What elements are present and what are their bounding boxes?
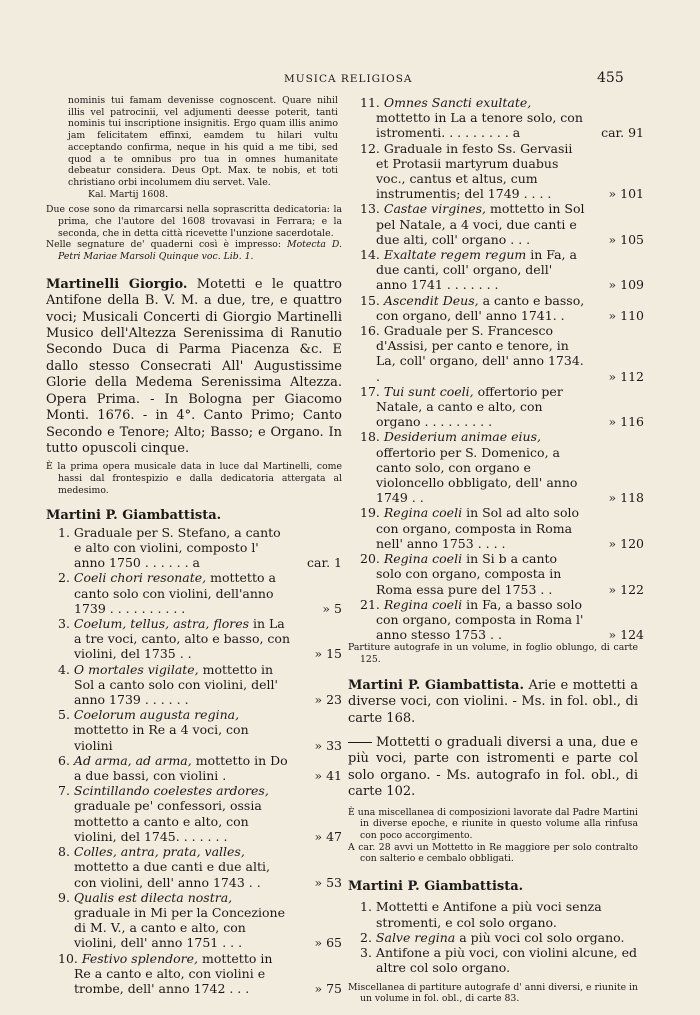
note-final: Miscellanea di partiture autografe d' anni diversi, e riunite in un volume in fol. obl., di carte 83. — [348, 981, 638, 1005]
right-column — [348, 95, 644, 1005]
list-item: 17. Tui sunt coeli, offertorio per Natale, a canto e alto, con organo . . . . . . . . . » 116 — [360, 383, 644, 430]
entry-mottetti — [348, 735, 638, 801]
list-item: 19. Regina coeli in Sol ad alto solo con organo, composta in Roma nell' anno 1753 . . . . » 120 — [360, 505, 644, 551]
note-dedication: Due cose sono da rimarcarsi nella soprascritta dedicatoria: la prima, che l'autore del 1608 trovavasi in Ferrara; e la seconda, che in detta città ricevette l'unzione sacerdotale. — [46, 204, 342, 239]
list-item: 15. Ascendit Deus, a canto e basso, con organo, dell' anno 1741. . » 110 — [360, 292, 644, 323]
entry-arie-name: Martini P. Giambattista. — [348, 677, 524, 693]
page-header — [0, 70, 700, 90]
page-number: 455 — [597, 70, 624, 86]
entry-martinelli — [46, 277, 342, 457]
entry-mottetti-text: Mottetti o graduali diversi a una, due e più voci, parte con istromenti e parte col solo organo. - Ms. autografo in fol. obl., di carte 102. — [348, 734, 638, 800]
list-item: 20. Regina coeli in Si b a canto solo con organo, composta in Roma essa pure del 1753 . . » 122 — [360, 551, 644, 597]
list-item: 9. Qualis est dilecta nostra, graduale in Mi per la Concezione di M. V., a canto e alto, con violini, dell' anno 1751 . . . » 65 — [58, 889, 342, 951]
martini-heading: Martini P. Giambattista. — [46, 508, 222, 524]
left-column — [46, 95, 342, 996]
entry-martinelli-name: Martinelli Giorgio. — [46, 276, 188, 292]
list-item: 4. O mortales vigilate, mottetto in Sol a canto solo con violini, dell' anno 1739 . . . . . . » 23 — [58, 661, 342, 708]
list-item: 6. Ad arma, ad arma, mottetto in Do a due bassi, con violini . » 41 — [58, 752, 342, 784]
list-item: 2. Salve regina a più voci col solo organo. — [360, 929, 625, 945]
dedication-quote: nominis tui famam devenisse cognoscent. Quare nihil illis vel patrocinii, vel adjumenti deesse poterit, tanti nominis tui inscriptione insignitis. Ergo quam illis animo jam felicitatem effinxi, eamdem tu hilari vultu acceptando confirma, neque in his quid a me tibi, sed quod a te omnibus pro tua in omnes humanitate debeatur considera. Deus Opt. Max. te nobis, et toti christiano orbi incolumem diu servet. Vale. — [68, 95, 338, 188]
list-item: 1. Mottetti e Antifone a più voci senza stromenti, e col solo organo. — [360, 899, 602, 930]
list-item: 7. Scintillando coelestes ardores, graduale pe' confessori, ossia mottetto a canto e alto, con violini, del 1745. . . . . . . » 47 — [58, 783, 342, 844]
list-item: 10. Festivo splendore, mottetto in Re a canto e alto, con violini e trombe, dell' anno 1742 . . . » 75 — [58, 950, 342, 996]
note-signatures-italic: Motecta D. Petri Mariae Marsoli Quinque voc. Lib. 1. — [58, 239, 342, 263]
note-car28: A car. 28 avvi un Mottetto in Re maggiore per solo contralto con salterio e cembalo obbligati. — [348, 841, 638, 865]
note-miscellany: È una miscellanea di composizioni lavorate dal Padre Martini in diverse epoche, e riunite in questo volume alla rinfusa con poco accorgimento. — [348, 806, 638, 841]
list-item: 8. Colles, antra, prata, valles, mottetto a due canti e due alti, con violini, dell' anno 1743 . . » 53 — [58, 844, 342, 890]
list-item: 21. Regina coeli in Fa, a basso solo con organo, composta in Roma l' anno stesso 1753 . . » 124 — [360, 596, 644, 643]
list-item: 16. Graduale per S. Francesco d'Assisi, per canto e tenore, in La, coll' organo, dell' anno 1734. . » 112 — [360, 323, 644, 384]
dedication-date: Kal. Martij 1608. — [88, 188, 169, 200]
list-item: 3. Coelum, tellus, astra, flores in La a tre voci, canto, alto e basso, con violini, del 1735 . . » 15 — [58, 616, 342, 662]
martini-heading-2: Martini P. Giambattista. — [348, 879, 524, 895]
martini-works-list-right — [348, 95, 644, 643]
list-item: 3. Antifone a più voci, con violini alcune, ed altre col solo organo. — [360, 945, 638, 976]
martini-list-2 — [348, 899, 638, 975]
list-item: 2. Coeli chori resonate, mottetto a canto solo con violini, dell'anno 1739 . . . . . . . . . . » 5 — [58, 570, 342, 616]
list-item: 14. Exaltate regem regum in Fa, a due canti, coll' organo, dell' anno 1741 . . . . . . . » 109 — [360, 247, 644, 293]
entry-martinelli-note: È la prima opera musicale data in luce dal Martinelli, come hassi dal frontespizio e dalla dedicatoria attergata al medesimo. — [46, 461, 342, 496]
note-signatures-text: Nelle segnature de' quaderni così è impresso: — [46, 239, 288, 251]
running-title: MUSICA RELIGIOSA — [284, 73, 413, 85]
martini-works-list-left — [46, 525, 342, 996]
note-signatures — [46, 239, 342, 262]
list-item: 1. Graduale per S. Stefano, a canto e alto con violini, composto l' anno 1750 . . . . . . a car. 1 — [58, 524, 342, 571]
entry-martinelli-text: Motetti e le quattro Antifone della B. V. M. a due, tre, e quattro voci; Musicali Concerti di Giorgio Martinelli Musico dell'Altezza Serenissima di Ranutio Secondo Duca di Parma Piacenza &c. E dallo stesso Consecrati All' Augustissime Glorie della Medema Serenissima Altezza. Opera Prima. - In Bologna per Giacomo Monti. 1676. - in 4°. Canto Primo; Canto Secondo e Tenore; Alto; Basso; e Organo. In tutto opuscoli cinque. — [46, 276, 342, 456]
list-item: 11. Omnes Sancti exultate, mottetto in La a tenore solo, con istromenti. . . . . . . . . a car. 91 — [360, 95, 644, 141]
repeat-dash — [348, 742, 372, 743]
list-item: 18. Desiderium animae eius, offertorio per S. Domenico, a canto solo, con organo e violoncello obbligato, dell' anno 1749 . . » 118 — [360, 429, 644, 506]
note-autographs: Partiture autografe in un volume, in foglio oblungo, di carte 125. — [348, 642, 638, 666]
list-item: 12. Graduale in festo Ss. Gervasii et Protasii martyrum duabus voc., cantus et altus, cum instrumentis; del 1749 . . . . » 101 — [360, 140, 644, 202]
list-item: 13. Castae virgines, mottetto in Sol pel Natale, a 4 voci, due canti e due alti, coll' organo . . . » 105 — [360, 201, 644, 247]
entry-arie-text: Arie e mottetti a diverse voci, con violini. - Ms. in fol. obl., di carte 168. — [348, 677, 639, 726]
list-item: 5. Coelorum augusta regina, mottetto in Re a 4 voci, con violini » 33 — [58, 707, 342, 753]
entry-arie — [348, 678, 638, 727]
